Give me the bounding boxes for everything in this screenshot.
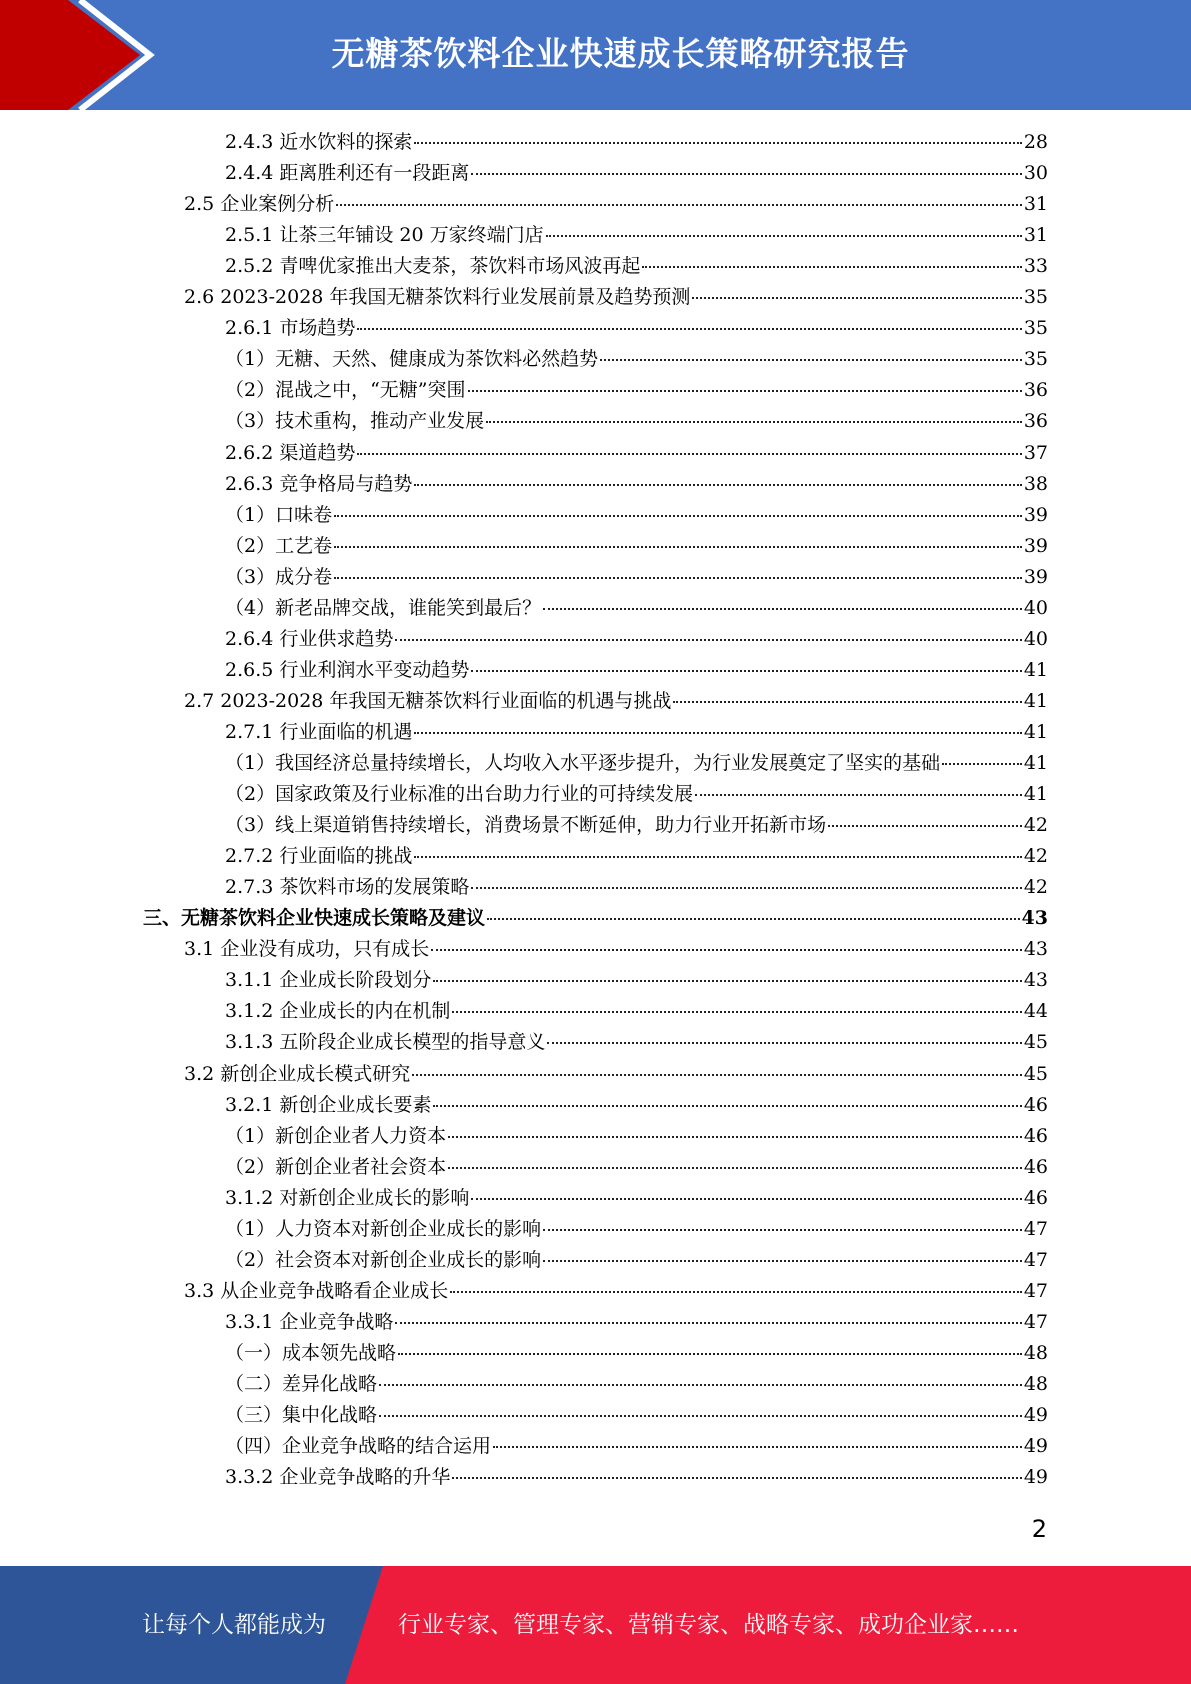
toc-entry[interactable]: [225, 469, 1048, 500]
toc-entry[interactable]: [225, 375, 1048, 406]
toc-entry-label: （三）集中化战略: [225, 1404, 378, 1427]
toc-dot-leader: [395, 1322, 1021, 1324]
toc-entry[interactable]: [225, 779, 1048, 810]
toc-entry-label: 3.3.2 企业竞争战略的升华: [225, 1466, 451, 1489]
toc-entry[interactable]: [225, 251, 1048, 282]
toc-entry-label: （1）新创企业者人力资本: [225, 1124, 447, 1147]
toc-entry-label: （2）新创企业者社会资本: [225, 1155, 447, 1178]
toc-dot-leader: [414, 732, 1021, 734]
toc-entry[interactable]: [225, 841, 1048, 872]
toc-entry[interactable]: [225, 158, 1048, 189]
toc-entry-label: （1）我国经济总量持续增长，人均收入水平逐步提升，为行业发展奠定了坚实的基础: [225, 752, 941, 774]
toc-dot-leader: [433, 980, 1021, 982]
toc-dot-leader: [450, 1291, 1022, 1293]
toc-dot-leader: [600, 359, 1022, 361]
footer-slogan-right: 行业专家、管理专家、营销专家、战略专家、成功企业家……: [398, 1612, 1019, 1638]
toc-entry[interactable]: [184, 1059, 1048, 1090]
toc-entry-page: 45: [1023, 1031, 1048, 1054]
toc-entry-label: 3.1 企业没有成功，只有成长: [184, 938, 430, 961]
toc-entry-label: 2.7.1 行业面临的机遇: [225, 720, 413, 743]
toc-entry-label: 2.4.3 近水饮料的探索: [225, 131, 413, 153]
toc-entry-label: （4）新老品牌交战，谁能笑到最后？: [225, 596, 542, 619]
toc-dot-leader: [414, 484, 1021, 486]
toc-entry-page: 41: [1023, 783, 1048, 806]
toc-entry-page: 38: [1023, 472, 1048, 495]
toc-dot-leader: [543, 1229, 1022, 1231]
toc-entry-page: 28: [1023, 131, 1048, 153]
toc-dot-leader: [695, 794, 1022, 796]
toc-dot-leader: [546, 235, 1022, 237]
toc-dot-leader: [334, 515, 1022, 517]
toc-dot-leader: [547, 1042, 1021, 1044]
header-banner: [0, 0, 1191, 110]
toc-entry[interactable]: [225, 1152, 1048, 1183]
toc-dot-leader: [471, 1198, 1021, 1200]
toc-dot-leader: [431, 949, 1022, 951]
toc-dot-leader: [452, 1477, 1021, 1479]
toc-dot-leader: [448, 1136, 1022, 1138]
toc-dot-leader: [486, 421, 1022, 423]
toc-entry-page: 47: [1023, 1279, 1048, 1302]
toc-entry-page: 39: [1023, 565, 1048, 588]
toc-entry[interactable]: [225, 872, 1048, 903]
toc-entry-page: 31: [1023, 224, 1048, 247]
toc-entry-page: 35: [1023, 317, 1048, 340]
toc-dot-leader: [673, 701, 1021, 703]
toc-entry[interactable]: [225, 1183, 1048, 1214]
toc-dot-leader: [398, 1353, 1022, 1355]
toc-entry-page: 49: [1023, 1404, 1048, 1427]
toc-entry[interactable]: [184, 686, 1048, 717]
toc-entry-page: 42: [1023, 814, 1048, 837]
toc-entry-label: 2.6.1 市场趋势: [225, 317, 356, 340]
toc-dot-leader: [471, 670, 1021, 672]
toc-entry-label: （2）国家政策及行业标准的出台助力行业的可持续发展: [225, 783, 694, 806]
toc-entry[interactable]: [225, 344, 1048, 375]
toc-dot-leader: [357, 328, 1021, 330]
toc-entry-page: 41: [1023, 689, 1048, 712]
toc-dot-leader: [412, 1074, 1022, 1076]
toc-entry[interactable]: [184, 934, 1048, 965]
toc-dot-leader: [452, 1011, 1021, 1013]
toc-entry-page: 46: [1023, 1155, 1048, 1178]
toc-dot-leader: [414, 856, 1021, 858]
toc-entry[interactable]: [225, 624, 1048, 655]
toc-entry-page: 43: [1023, 969, 1048, 992]
toc-entry-label: 2.7 2023-2028 年我国无糖茶饮料行业面临的机遇与挑战: [184, 689, 672, 712]
toc-entry-label: 2.6.5 行业利润水平变动趋势: [225, 658, 470, 681]
toc-entry[interactable]: [225, 562, 1048, 593]
toc-entry-page: 47: [1023, 1217, 1048, 1240]
toc-dot-leader: [379, 1415, 1022, 1417]
toc-entry-label: （3）成分卷: [225, 565, 333, 588]
toc-entry-label: 3.1.1 企业成长阶段划分: [225, 969, 432, 992]
toc-entry[interactable]: [225, 965, 1048, 996]
toc-dot-leader: [414, 142, 1021, 144]
toc-entry-label: （2）工艺卷: [225, 534, 333, 557]
toc-entry-label: 三、无糖茶饮料企业快速成长策略及建议: [143, 907, 486, 930]
page-number: 2: [1031, 1515, 1047, 1543]
toc-entry-page: 41: [1023, 752, 1048, 774]
toc-entry-page: 31: [1023, 193, 1048, 216]
toc-entry-label: 3.3 从企业竞争战略看企业成长: [184, 1279, 449, 1302]
toc-entry[interactable]: [143, 903, 1048, 934]
toc-entry-label: 3.3.1 企业竞争战略: [225, 1310, 394, 1333]
toc-entry[interactable]: [225, 593, 1048, 624]
toc-dot-leader: [942, 763, 1022, 765]
toc-entry-label: （1）无糖、天然、健康成为茶饮料必然趋势: [225, 348, 599, 371]
toc-entry-page: 39: [1023, 503, 1048, 526]
toc-entry-label: （3）技术重构，推动产业发展: [225, 410, 485, 433]
toc-entry[interactable]: [225, 1090, 1048, 1121]
toc-entry-label: 2.6.4 行业供求趋势: [225, 627, 394, 650]
toc-entry-page: 33: [1023, 255, 1048, 278]
toc-dot-leader: [433, 1105, 1021, 1107]
report-title: 无糖茶饮料企业快速成长策略研究报告: [331, 34, 910, 73]
toc-entry[interactable]: [225, 438, 1048, 469]
toc-entry-label: （2）混战之中，“无糖”突围: [225, 379, 466, 402]
toc-dot-leader: [357, 453, 1021, 455]
toc-entry[interactable]: [225, 1338, 1048, 1369]
toc-dot-leader: [336, 204, 1022, 206]
toc-entry[interactable]: [225, 127, 1048, 158]
toc-entry[interactable]: [225, 313, 1048, 344]
toc-entry-label: （3）线上渠道销售持续增长，消费场景不断延伸，助力行业开拓新市场: [225, 814, 827, 837]
toc-entry[interactable]: [225, 1369, 1048, 1400]
toc-entry-label: 2.6.3 竞争格局与趋势: [225, 472, 413, 495]
toc-entry[interactable]: [184, 189, 1048, 220]
toc-entry-page: 46: [1023, 1124, 1048, 1147]
toc-entry-page: 44: [1023, 1000, 1048, 1023]
toc-entry-label: 3.1.3 五阶段企业成长模型的指导意义: [225, 1031, 546, 1054]
toc-dot-leader: [543, 1260, 1022, 1262]
toc-entry-page: 30: [1023, 162, 1048, 185]
toc-entry-page: 42: [1023, 876, 1048, 899]
toc-entry-label: （2）社会资本对新创企业成长的影响: [225, 1248, 542, 1271]
toc-entry-label: 2.7.2 行业面临的挑战: [225, 845, 413, 868]
toc-entry-page: 35: [1023, 286, 1048, 309]
toc-entry-label: （1）人力资本对新创企业成长的影响: [225, 1217, 542, 1240]
toc-entry[interactable]: [225, 1121, 1048, 1152]
toc-entry-page: 43: [1021, 907, 1048, 930]
toc-entry-page: 40: [1023, 596, 1048, 619]
toc-entry-page: 42: [1023, 845, 1048, 868]
toc-entry-page: 49: [1023, 1466, 1048, 1489]
toc-dot-leader: [642, 266, 1021, 268]
toc-entry-label: 2.4.4 距离胜利还有一段距离: [225, 162, 470, 185]
footer-banner: [0, 1566, 1191, 1684]
toc-entry-label: 2.5.1 让茶三年铺设 20 万家终端门店: [225, 224, 544, 247]
toc-entry-page: 35: [1023, 348, 1048, 371]
toc-entry[interactable]: [225, 531, 1048, 562]
toc-entry-label: 3.1.2 企业成长的内在机制: [225, 1000, 451, 1023]
toc-entry-page: 49: [1023, 1435, 1048, 1458]
toc-entry-page: 46: [1023, 1186, 1048, 1209]
toc-dot-leader: [543, 608, 1022, 610]
toc-entry-page: 41: [1023, 658, 1048, 681]
toc-entry-page: 36: [1023, 410, 1048, 433]
toc-entry-label: 3.1.2 对新创企业成长的影响: [225, 1186, 470, 1209]
toc-entry[interactable]: [225, 500, 1048, 531]
toc-entry-label: （二）差异化战略: [225, 1373, 378, 1395]
toc-entry-label: 3.2.1 新创企业成长要素: [225, 1093, 432, 1116]
toc-entry[interactable]: [225, 1027, 1048, 1058]
toc-entry[interactable]: [225, 1245, 1048, 1276]
toc-entry-page: 36: [1023, 379, 1048, 402]
toc-entry[interactable]: [225, 1462, 1048, 1493]
toc-entry-label: （一）成本领先战略: [225, 1341, 397, 1364]
toc-entry-page: 47: [1023, 1310, 1048, 1333]
footer-slogan-left: 让每个人都能成为: [142, 1612, 326, 1638]
toc-entry-page: 45: [1023, 1062, 1048, 1085]
toc-entry-page: 43: [1023, 938, 1048, 961]
toc-dot-leader: [493, 1446, 1022, 1448]
toc-entry[interactable]: [184, 282, 1048, 313]
toc-entry-label: 2.6 2023-2028 年我国无糖茶饮料行业发展前景及趋势预测: [184, 286, 691, 309]
toc-dot-leader: [471, 173, 1021, 175]
toc-dot-leader: [395, 639, 1021, 641]
toc-dot-leader: [448, 1167, 1022, 1169]
toc-entry[interactable]: [225, 1400, 1048, 1431]
toc-entry-page: 39: [1023, 534, 1048, 557]
toc-entry-page: 48: [1023, 1341, 1048, 1364]
toc-dot-leader: [334, 577, 1022, 579]
toc-entry[interactable]: [225, 1214, 1048, 1245]
toc-entry[interactable]: [225, 1431, 1048, 1462]
toc-dot-leader: [487, 918, 1020, 920]
toc-dot-leader: [468, 390, 1022, 392]
toc-entry-page: 48: [1023, 1373, 1048, 1395]
toc-entry-label: 2.7.3 茶饮料市场的发展策略: [225, 876, 470, 899]
toc-entry-page: 41: [1023, 720, 1048, 743]
toc-entry[interactable]: [184, 1276, 1048, 1307]
toc-entry[interactable]: [225, 996, 1048, 1027]
toc-entry-page: 40: [1023, 627, 1048, 650]
toc-dot-leader: [334, 546, 1022, 548]
toc-entry[interactable]: [225, 748, 1048, 779]
toc-entry[interactable]: [225, 220, 1048, 251]
toc-entry-page: 37: [1023, 441, 1048, 464]
toc-entry[interactable]: [225, 1307, 1048, 1338]
toc-dot-leader: [379, 1384, 1022, 1386]
toc-entry-label: 2.6.2 渠道趋势: [225, 441, 356, 464]
toc-dot-leader: [692, 297, 1021, 299]
toc-dot-leader: [471, 887, 1021, 889]
toc-entry-label: 3.2 新创企业成长模式研究: [184, 1062, 411, 1085]
toc-entry-label: （1）口味卷: [225, 503, 333, 526]
toc-entry[interactable]: [225, 717, 1048, 748]
toc-entry-page: 46: [1023, 1093, 1048, 1116]
toc-entry-label: 2.5.2 青啤优家推出大麦茶，茶饮料市场风波再起: [225, 255, 641, 278]
toc-entry[interactable]: [225, 406, 1048, 437]
toc-entry-page: 47: [1023, 1248, 1048, 1271]
toc-entry-label: 2.5 企业案例分析: [184, 193, 335, 216]
toc-dot-leader: [828, 825, 1022, 827]
toc-entry[interactable]: [225, 655, 1048, 686]
toc-entry[interactable]: [225, 810, 1048, 841]
toc-entry-label: （四）企业竞争战略的结合运用: [225, 1435, 492, 1458]
